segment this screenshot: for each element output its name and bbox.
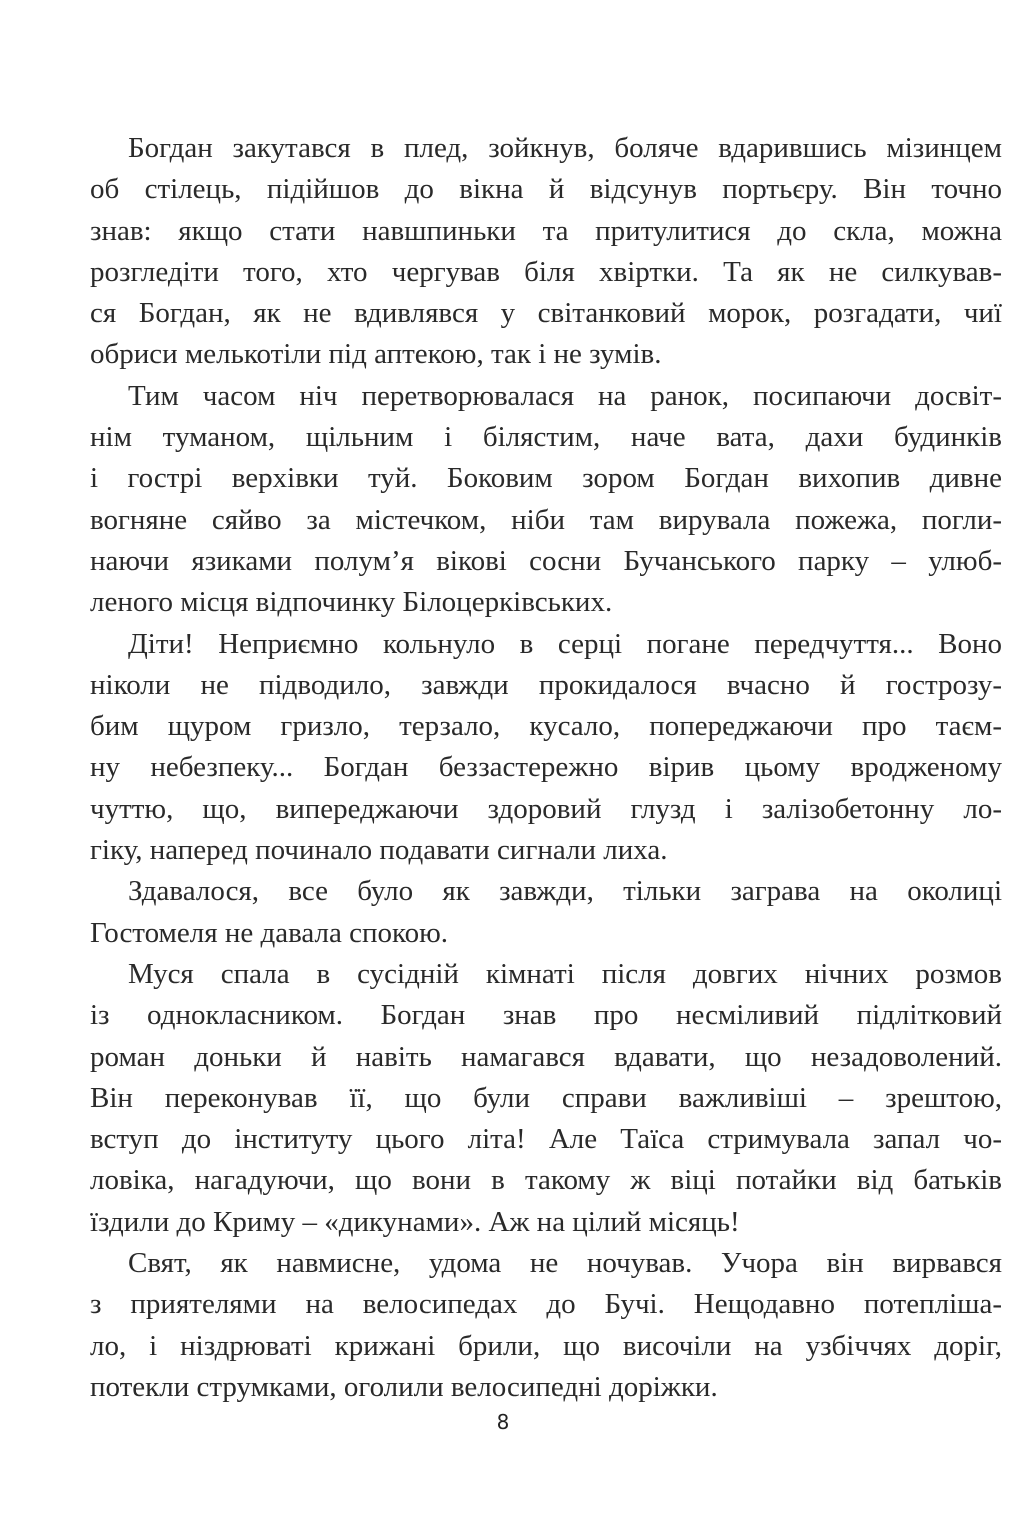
text-line: вогняне сяйво за містечком, ніби там вирувала пожежа, погли- [90,503,1002,536]
text-line: ло, і ніздрюваті крижані брили, що височіли на узбіччях доріг, [90,1329,1002,1362]
text-line: Богдан закутався в плед, зойкнув, боляче вдарившись мізинцем [128,132,1002,164]
text-line: розгледіти того, хто чергував біля хвіртки. Та як не силкував- [90,255,1002,288]
text-line: Муся спала в сусідній кімнаті після довгих нічних розмов [128,957,1002,990]
text-line: ніколи не підводило, завжди прокидалося вчасно й гострозу- [90,668,1002,701]
paragraph [90,376,1002,624]
text-line: Здавалося, все було як завжди, тільки заграва на околиці [128,875,1002,908]
text-line: наючи язиками полум’я вікові сосни Бучанського парку – улюб- [90,544,1002,577]
text-line: Тим часом ніч перетворювалася на ранок, посипаючи досвіт- [128,379,1002,412]
paragraph [90,624,1002,872]
text-line: чуттю, що, випереджаючи здоровий глузд і залізобетонну ло- [90,792,1002,825]
text-line: із однокласником. Богдан знав про несміливий підлітковий [90,999,1002,1032]
text-line: ся Богдан, як не вдивлявся у світанковий морок, розгадати, чиї [90,297,1002,330]
text-line: об стілець, підійшов до вікна й відсунув портьєру. Він точно [90,173,1002,206]
text-line: Він переконував її, що були справи важливіші – зрештою, [90,1081,1002,1114]
text-line: роман доньки й навіть намагався вдавати, що незадоволений. [90,1040,1002,1073]
paragraph [90,871,1002,954]
text-line: нім туманом, щільним і білястим, наче вата, дахи будинків [90,421,1002,454]
text-line: їздили до Криму – «дикунами». Аж на цілий місяць! [90,1205,740,1238]
text-line: обриси мелькотіли під аптекою, так і не зумів. [90,338,662,371]
text-line: леного місця відпочинку Білоцерківських. [90,586,613,619]
paragraph [90,954,1002,1243]
text-line: Свят, як навмисне, удома не ночував. Учора він вирвався [128,1247,1002,1280]
page-number: 8 [496,1410,510,1434]
text-line: з приятелями на велосипедах до Бучі. Нещодавно потеплішa- [90,1288,1002,1321]
text-line: ловіка, нагадуючи, що вони в такому ж віці потайки від батьків [90,1164,1002,1197]
text-line: і гострі верхівки туй. Боковим зором Богдан вихопив дивне [90,462,1002,495]
text-line: потекли струмками, оголили велосипедні доріжки. [90,1370,718,1403]
paragraph [90,128,1002,376]
text-line: Діти! Неприємно кольнуло в серці погане передчуття... Воно [128,627,1002,660]
paragraph [90,1243,1002,1408]
text-line: вступ до інституту цього літа! Але Таїса стримувала запал чо- [90,1123,1002,1156]
text-line: бим щуром гризло, терзало, кусало, попереджаючи про таєм- [90,710,1002,743]
text-line: Гостомеля не давала спокою. [90,916,449,949]
text-line: ну небезпеку... Богдан беззастережно вірив цьому вродженому [90,751,1002,784]
text-line: гіку, наперед починало подавати сигнали лиха. [90,834,668,867]
text-line: знав: якщо стати навшпиньки та притулитися до скла, можна [90,214,1002,247]
body-text [90,128,1002,1408]
